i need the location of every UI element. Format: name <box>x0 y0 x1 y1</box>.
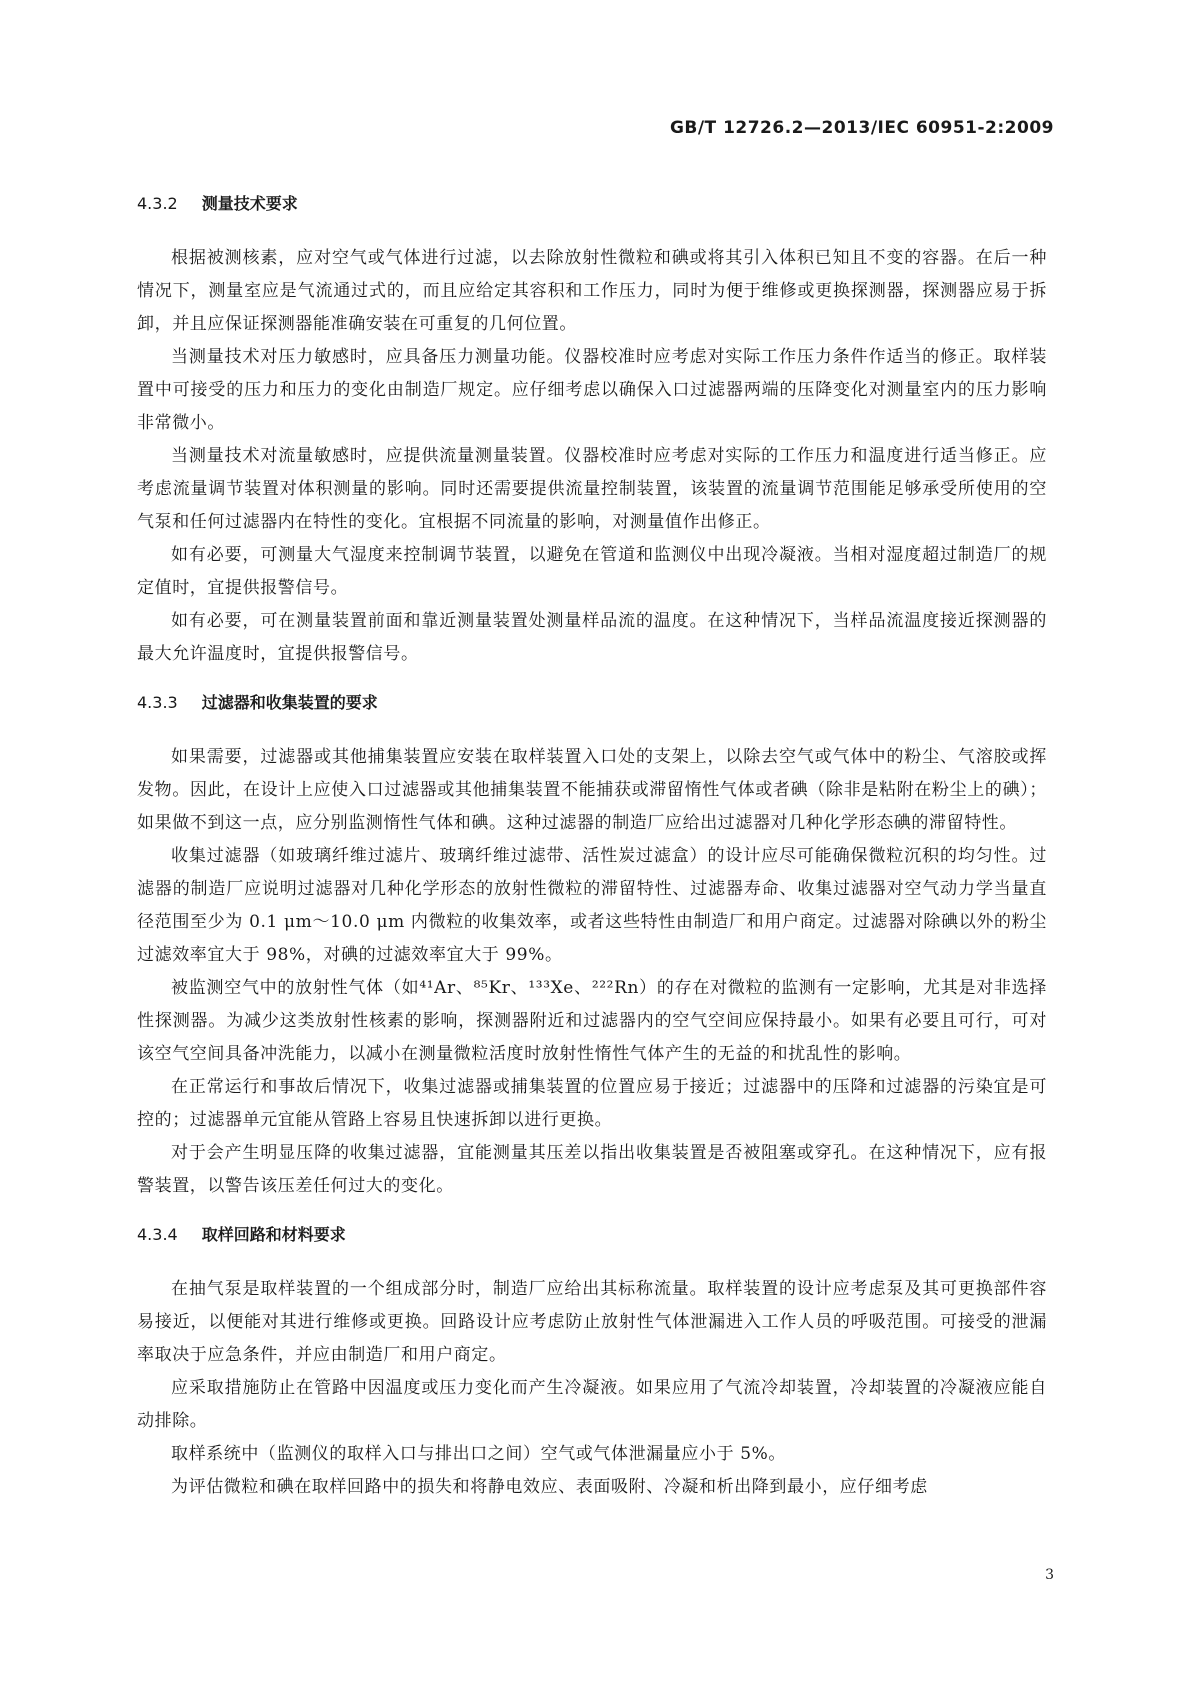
paragraph: 根据被测核素，应对空气或气体进行过滤，以去除放射性微粒和碘或将其引入体积已知且不变的容器。在后一种情况下，测量室应是气流通过式的，而且应给定其容积和工作压力，同时为便于维修或更换探测器，探测器应易于拆卸，并且应保证探测器能准确安装在可重复的几何位置。 <box>137 248 1047 334</box>
document-body <box>137 192 1047 1504</box>
paragraph: 应采取措施防止在管路中因温度或压力变化而产生冷凝液。如果应用了气流冷却装置，冷却装置的冷凝液应能自动排除。 <box>137 1378 1047 1431</box>
section-title: 过滤器和收集装置的要求 <box>201 693 378 712</box>
paragraph: 收集过滤器（如玻璃纤维过滤片、玻璃纤维过滤带、活性炭过滤盒）的设计应尽可能确保微粒沉积的均匀性。过滤器的制造厂应说明过滤器对几种化学形态的放射性微粒的滞留特性、过滤器寿命、收集过滤器对空气动力学当量直径范围至少为 0.1 μm～10.0 μm 内微粒的收集效率，或者这些特性由制造厂和用户商定。过滤器对除碘以外的粉尘过滤效率宜大于 98%，对碘的过滤效率宜大于 99%。 <box>137 846 1047 965</box>
section-4-3-3 <box>137 691 1047 1203</box>
section-number: 4.3.2 <box>137 194 178 213</box>
page-number: 3 <box>1045 1567 1054 1583</box>
paragraph: 如有必要，可测量大气湿度来控制调节装置，以避免在管道和监测仪中出现冷凝液。当相对湿度超过制造厂的规定值时，宜提供报警信号。 <box>137 545 1047 598</box>
section-number: 4.3.3 <box>137 693 178 712</box>
paragraph: 如有必要，可在测量装置前面和靠近测量装置处测量样品流的温度。在这种情况下，当样品流温度接近探测器的最大允许温度时，宜提供报警信号。 <box>137 611 1047 664</box>
section-title: 取样回路和材料要求 <box>201 1225 346 1244</box>
paragraph: 当测量技术对流量敏感时，应提供流量测量装置。仪器校准时应考虑对实际的工作压力和温度进行适当修正。应考虑流量调节装置对体积测量的影响。同时还需要提供流量控制装置，该装置的流量调节范围能足够承受所使用的空气泵和任何过滤器内在特性的变化。宜根据不同流量的影响，对测量值作出修正。 <box>137 446 1047 532</box>
paragraph: 为评估微粒和碘在取样回路中的损失和将静电效应、表面吸附、冷凝和析出降到最小，应仔细考虑 <box>171 1477 928 1497</box>
section-title: 测量技术要求 <box>201 194 298 213</box>
paragraph: 被监测空气中的放射性气体（如⁴¹Ar、⁸⁵Kr、¹³³Xe、²²²Rn）的存在对微粒的监测有一定影响，尤其是对非选择性探测器。为减少这类放射性核素的影响，探测器附近和过滤器内的空气空间应保持最小。如果有必要且可行，可对该空气空间具备冲洗能力，以减小在测量微粒活度时放射性惰性气体产生的无益的和扰乱性的影响。 <box>137 978 1047 1064</box>
paragraph: 对于会产生明显压降的收集过滤器，宜能测量其压差以指出收集装置是否被阻塞或穿孔。在这种情况下，应有报警装置，以警告该压差任何过大的变化。 <box>137 1143 1047 1196</box>
section-number: 4.3.4 <box>137 1225 178 1244</box>
paragraph: 当测量技术对压力敏感时，应具备压力测量功能。仪器校准时应考虑对实际工作压力条件作适当的修正。取样装置中可接受的压力和压力的变化由制造厂规定。应仔细考虑以确保入口过滤器两端的压降变化对测量室内的压力影响非常微小。 <box>137 347 1047 433</box>
paragraph: 取样系统中（监测仪的取样入口与排出口之间）空气或气体泄漏量应小于 5%。 <box>171 1444 786 1464</box>
section-4-3-2 <box>137 192 1047 671</box>
section-heading <box>137 192 1047 216</box>
paragraph: 在抽气泵是取样装置的一个组成部分时，制造厂应给出其标称流量。取样装置的设计应考虑泵及其可更换部件容易接近，以便能对其进行维修或更换。回路设计应考虑防止放射性气体泄漏进入工作人员的呼吸范围。可接受的泄漏率取决于应急条件，并应由制造厂和用户商定。 <box>137 1279 1047 1365</box>
section-4-3-4 <box>137 1223 1047 1504</box>
section-heading <box>137 691 1047 715</box>
paragraph: 如果需要，过滤器或其他捕集装置应安装在取样装置入口处的支架上，以除去空气或气体中的粉尘、气溶胶或挥发物。因此，在设计上应使入口过滤器或其他捕集装置不能捕获或滞留惰性气体或者碘（除非是粘附在粉尘上的碘）；如果做不到这一点，应分别监测惰性气体和碘。这种过滤器的制造厂应给出过滤器对几种化学形态碘的滞留特性。 <box>137 747 1047 833</box>
paragraph: 在正常运行和事故后情况下，收集过滤器或捕集装置的位置应易于接近；过滤器中的压降和过滤器的污染宜是可控的；过滤器单元宜能从管路上容易且快速拆卸以进行更换。 <box>137 1077 1047 1130</box>
section-heading <box>137 1223 1047 1247</box>
document-header: GB/T 12726.2—2013/IEC 60951-2:2009 <box>669 118 1054 138</box>
